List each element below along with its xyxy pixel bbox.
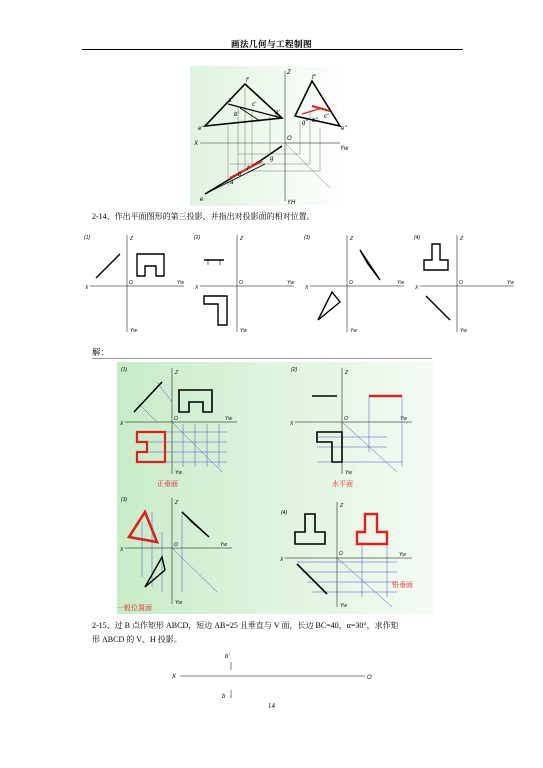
page-number: 14 xyxy=(268,702,275,710)
caption-1: 正垂面 xyxy=(157,481,178,488)
svg-text:Yw: Yw xyxy=(460,328,467,334)
svg-text:(3): (3) xyxy=(121,497,128,503)
svg-text:X: X xyxy=(305,285,309,291)
svg-text:e: e xyxy=(200,197,204,203)
solution-figures xyxy=(117,362,433,614)
problem-2-14-text: 2-14、作出平面图形的第三投影，并指出对投影面的相对位置。 xyxy=(92,212,315,221)
axis-x-label: X xyxy=(172,674,177,680)
svg-text:b": b" xyxy=(312,118,318,124)
svg-text:Yw: Yw xyxy=(400,416,407,422)
svg-text:X: X xyxy=(290,421,294,427)
caption-3: 一般位置面 xyxy=(117,605,152,612)
svg-text:O: O xyxy=(349,280,353,286)
svg-text:Z: Z xyxy=(350,236,354,242)
svg-text:b: b xyxy=(238,172,242,178)
svg-text:O: O xyxy=(344,416,348,422)
origin-label: O xyxy=(367,675,372,681)
svg-text:Z: Z xyxy=(130,236,134,242)
svg-text:g": g" xyxy=(302,120,308,126)
svg-text:e": e" xyxy=(341,126,347,132)
svg-text:(4): (4) xyxy=(281,510,288,516)
svg-text:g: g xyxy=(270,156,274,162)
svg-text:Z: Z xyxy=(345,370,349,376)
solution-rule xyxy=(92,358,432,359)
svg-text:X: X xyxy=(120,547,124,553)
svg-text:Yw: Yw xyxy=(350,328,357,334)
svg-text:Yw: Yw xyxy=(130,328,137,334)
problem-2-15-line2: 形 ABCD 的 V、H 投影。 xyxy=(92,635,182,644)
top-projection-figure xyxy=(190,66,350,206)
svg-text:X: X xyxy=(85,285,89,291)
svg-text:Yw: Yw xyxy=(399,552,406,558)
svg-text:(2): (2) xyxy=(291,367,298,373)
svg-text:g': g' xyxy=(275,110,280,116)
svg-text:c": c" xyxy=(324,114,330,120)
svg-text:f: f xyxy=(247,166,249,172)
svg-text:e': e' xyxy=(198,126,203,132)
svg-text:Yw: Yw xyxy=(175,470,182,476)
svg-text:O: O xyxy=(239,280,243,286)
svg-text:O: O xyxy=(459,280,463,286)
svg-text:Yw: Yw xyxy=(340,603,347,609)
svg-text:f": f" xyxy=(312,75,316,81)
svg-text:(3): (3) xyxy=(304,235,311,241)
svg-text:O: O xyxy=(174,542,178,548)
caption-2: 水平面 xyxy=(332,481,353,488)
svg-text:a: a xyxy=(230,180,234,186)
origin-label: O xyxy=(287,136,292,142)
problem-2-15-figure xyxy=(170,650,380,702)
svg-text:X: X xyxy=(280,557,284,563)
axis-yw-label: Yw xyxy=(340,146,349,152)
svg-text:(2): (2) xyxy=(194,235,201,241)
svg-text:Yw: Yw xyxy=(507,280,514,286)
svg-text:Yw: Yw xyxy=(225,416,232,422)
svg-text:Z: Z xyxy=(240,236,244,242)
svg-text:O: O xyxy=(339,551,343,557)
svg-text:c': c' xyxy=(252,102,257,108)
svg-text:(1): (1) xyxy=(121,367,128,373)
svg-text:Yw: Yw xyxy=(287,280,294,286)
problem-2-15-line1: 2-15、过 B 点作矩形 ABCD，短边 AB=25 且垂直与 V 面，长边 BC=40，α=30°，求作矩 xyxy=(92,621,399,630)
page-header: 画法几何与工程制图 xyxy=(230,39,312,49)
svg-text:Z: Z xyxy=(175,500,179,506)
svg-text:Yw: Yw xyxy=(175,600,182,606)
svg-text:O: O xyxy=(129,280,133,286)
svg-text:X: X xyxy=(195,285,199,291)
svg-text:Z: Z xyxy=(460,236,464,242)
svg-text:Yw: Yw xyxy=(220,542,227,548)
svg-text:Z: Z xyxy=(175,370,179,376)
svg-text:f': f' xyxy=(246,78,249,84)
svg-text:Yw: Yw xyxy=(345,470,352,476)
solution-label: 解： xyxy=(92,347,110,357)
svg-text:O: O xyxy=(174,416,178,422)
svg-text:Z: Z xyxy=(340,503,344,509)
axis-z-label: Z xyxy=(287,70,291,76)
caption-4: 铅垂面 xyxy=(392,582,413,589)
svg-text:Yw: Yw xyxy=(177,280,184,286)
point-b-label: b xyxy=(222,694,226,700)
svg-text:Yw: Yw xyxy=(240,328,247,334)
svg-text:a': a' xyxy=(228,98,233,104)
axis-x-label: X xyxy=(194,141,199,147)
svg-text:(1): (1) xyxy=(84,235,91,241)
header-rule xyxy=(82,49,463,50)
svg-text:(4): (4) xyxy=(414,235,421,241)
svg-text:b': b' xyxy=(234,112,239,118)
svg-text:X: X xyxy=(120,421,124,427)
problem-2-14-figures xyxy=(82,230,512,340)
svg-text:X: X xyxy=(415,285,419,291)
axis-yh-label: YH xyxy=(287,200,296,206)
svg-text:Yw: Yw xyxy=(397,280,404,286)
point-b-prime-label: b' xyxy=(225,654,230,660)
